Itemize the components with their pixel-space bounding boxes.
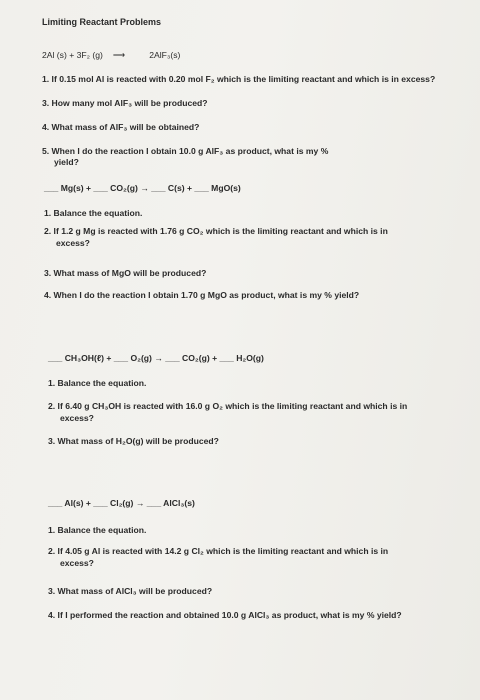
- section4-question-3: 3. What mass of AlCl₃ will be produced?: [48, 586, 213, 596]
- section3-question-1: 1. Balance the equation.: [48, 378, 147, 388]
- section1-question-3: 3. How many mol AlF₃ will be produced?: [42, 98, 208, 108]
- section4-question-2-line1: 2. If 4.05 g Al is reacted with 14.2 g Cl₂ which is the limiting reactant and which is in: [48, 546, 389, 556]
- section1-question-5-line2: yield?: [54, 157, 79, 167]
- section1-equation-left: 2Al (s) + 3F₂ (g): [42, 50, 103, 60]
- section1-equation: [42, 50, 180, 61]
- section2-question-2-line1: 2. If 1.2 g Mg is reacted with 1.76 g CO₂ which is the limiting reactant and which is in: [44, 226, 388, 236]
- section3-equation: ___ CH₃OH(ℓ) + ___ O₂(g) → ___ CO₂(g) + ___ H₂O(g): [48, 353, 264, 363]
- section2-question-2-line2: excess?: [56, 238, 90, 248]
- section1-question-4: 4. What mass of AlF₃ will be obtained?: [42, 122, 200, 132]
- section3-question-2-line2: excess?: [60, 413, 94, 423]
- reaction-arrow-icon: ⟶: [112, 50, 126, 60]
- section3-question-2-line1: 2. If 6.40 g CH₃OH is reacted with 16.0 g O₂ which is the limiting reactant and which is in: [48, 401, 408, 411]
- section4-question-1: 1. Balance the equation.: [48, 525, 147, 535]
- section1-equation-right: 2AlF₃(s): [149, 50, 181, 60]
- section2-equation: ___ Mg(s) + ___ CO₂(g) → ___ C(s) + ___ MgO(s): [44, 183, 241, 193]
- section2-question-1: 1. Balance the equation.: [44, 208, 143, 218]
- section2-question-3: 3. What mass of MgO will be produced?: [44, 268, 207, 278]
- section4-equation: ___ Al(s) + ___ Cl₂(g) → ___ AlCl₃(s): [48, 498, 195, 508]
- section2-question-4: 4. When I do the reaction I obtain 1.70 g MgO as product, what is my % yield?: [44, 290, 360, 300]
- section4-question-2-line2: excess?: [60, 558, 94, 568]
- page-title: Limiting Reactant Problems: [42, 17, 162, 27]
- section1-question-1: 1. If 0.15 mol Al is reacted with 0.20 mol F₂ which is the limiting reactant and which is in excess?: [42, 74, 436, 84]
- section1-question-5-line1: 5. When I do the reaction I obtain 10.0 g AlF₃ as product, what is my %: [42, 146, 329, 156]
- section4-question-4: 4. If I performed the reaction and obtained 10.0 g AlCl₃ as product, what is my % yield?: [48, 610, 402, 620]
- section3-question-3: 3. What mass of H₂O(g) will be produced?: [48, 436, 219, 446]
